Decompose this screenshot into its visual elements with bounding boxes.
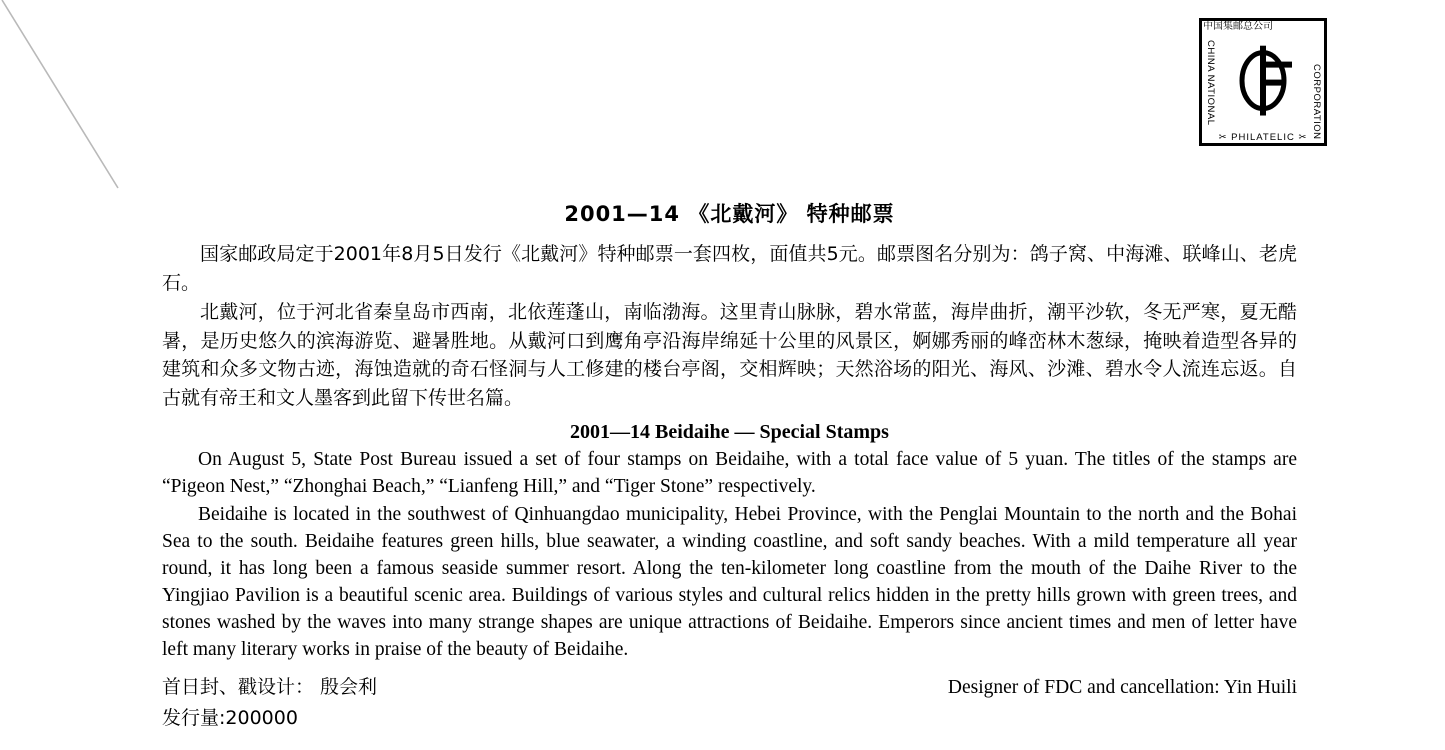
footer-print-quantity: 发行量:200000	[162, 707, 298, 729]
english-paragraph-2: Beidaihe is located in the southwest of Qinhuangdao municipality, Hebei Province, with the Penglai Mountain to the north and the Bohai Sea to the south. Beidaihe features green hills, blue seawater, a winding coastline, and soft sandy beaches. With a mild temperature all year round, it has long been a famous seaside summer resort. Along the ten-kilometer long coastline from the mouth of the Daihe River to the Yingjiao Pavilion is a beautiful scenic area. Buildings of various styles and cultural relics hidden in the pretty hills grown with green trees, and stones washed by the waves into many strange shapes are unique attractions of Beidaihe. Emperors since ancient times and men of letter have left many literary works in praise of the beauty of Beidaihe.	[162, 504, 1297, 660]
chinese-title: 2001—14 《北戴河》 特种邮票	[564, 202, 895, 226]
logo-right-vertical-text: CORPORATION	[1311, 64, 1322, 140]
footer-designer-chinese: 首日封、戳设计： 殷会利	[162, 676, 378, 698]
english-title: 2001—14 Beidaihe — Special Stamps	[570, 421, 889, 443]
logo-left-vertical-text: CHINA NATIONAL	[1205, 40, 1216, 126]
envelope-flap	[0, 0, 120, 190]
document-body	[162, 198, 1297, 663]
chinese-paragraph-2: 北戴河，位于河北省秦皇岛市西南，北依莲蓬山，南临渤海。这里青山脉脉，碧水常蓝，海岸曲折，潮平沙软，冬无严寒，夏无酷暑，是历史悠久的滨海游览、避暑胜地。从戴河口到鹰角亭沿海岸绵延十公里的风景区，婀娜秀丽的峰峦林木葱绿，掩映着造型各异的建筑和众多文物古迹，海蚀造就的奇石怪洞与人工修建的楼台亭阁，交相辉映；天然浴场的阳光、海风、沙滩、碧水令人流连忘返。自古就有帝王和文人墨客到此留下传世名篇。	[162, 301, 1297, 409]
english-paragraph-1: On August 5, State Post Bureau issued a set of four stamps on Beidaihe, with a total face value of 5 yuan. The titles of the stamps are “Pigeon Nest,” “Zhonghai Beach,” “Lianfeng Hill,” and “Tiger Stone” respectively.	[162, 449, 1297, 497]
philatelic-logo	[1199, 18, 1327, 146]
chinese-paragraph-1: 国家邮政局定于2001年8月5日发行《北戴河》特种邮票一套四枚，面值共5元。邮票图名分别为：鸽子窝、中海滩、联峰山、老虎石。	[162, 243, 1297, 294]
logo-chinese-name: 中国集邮总公司	[1203, 21, 1273, 32]
footer-designer-english: Designer of FDC and cancellation: Yin Huili	[947, 677, 1297, 698]
footer-designer-row	[162, 672, 1297, 699]
document-footer	[162, 672, 1297, 730]
logo-bottom-text: ✂ PHILATELIC ✂	[1218, 132, 1308, 143]
china-philatelic-emblem-icon	[1224, 46, 1302, 116]
